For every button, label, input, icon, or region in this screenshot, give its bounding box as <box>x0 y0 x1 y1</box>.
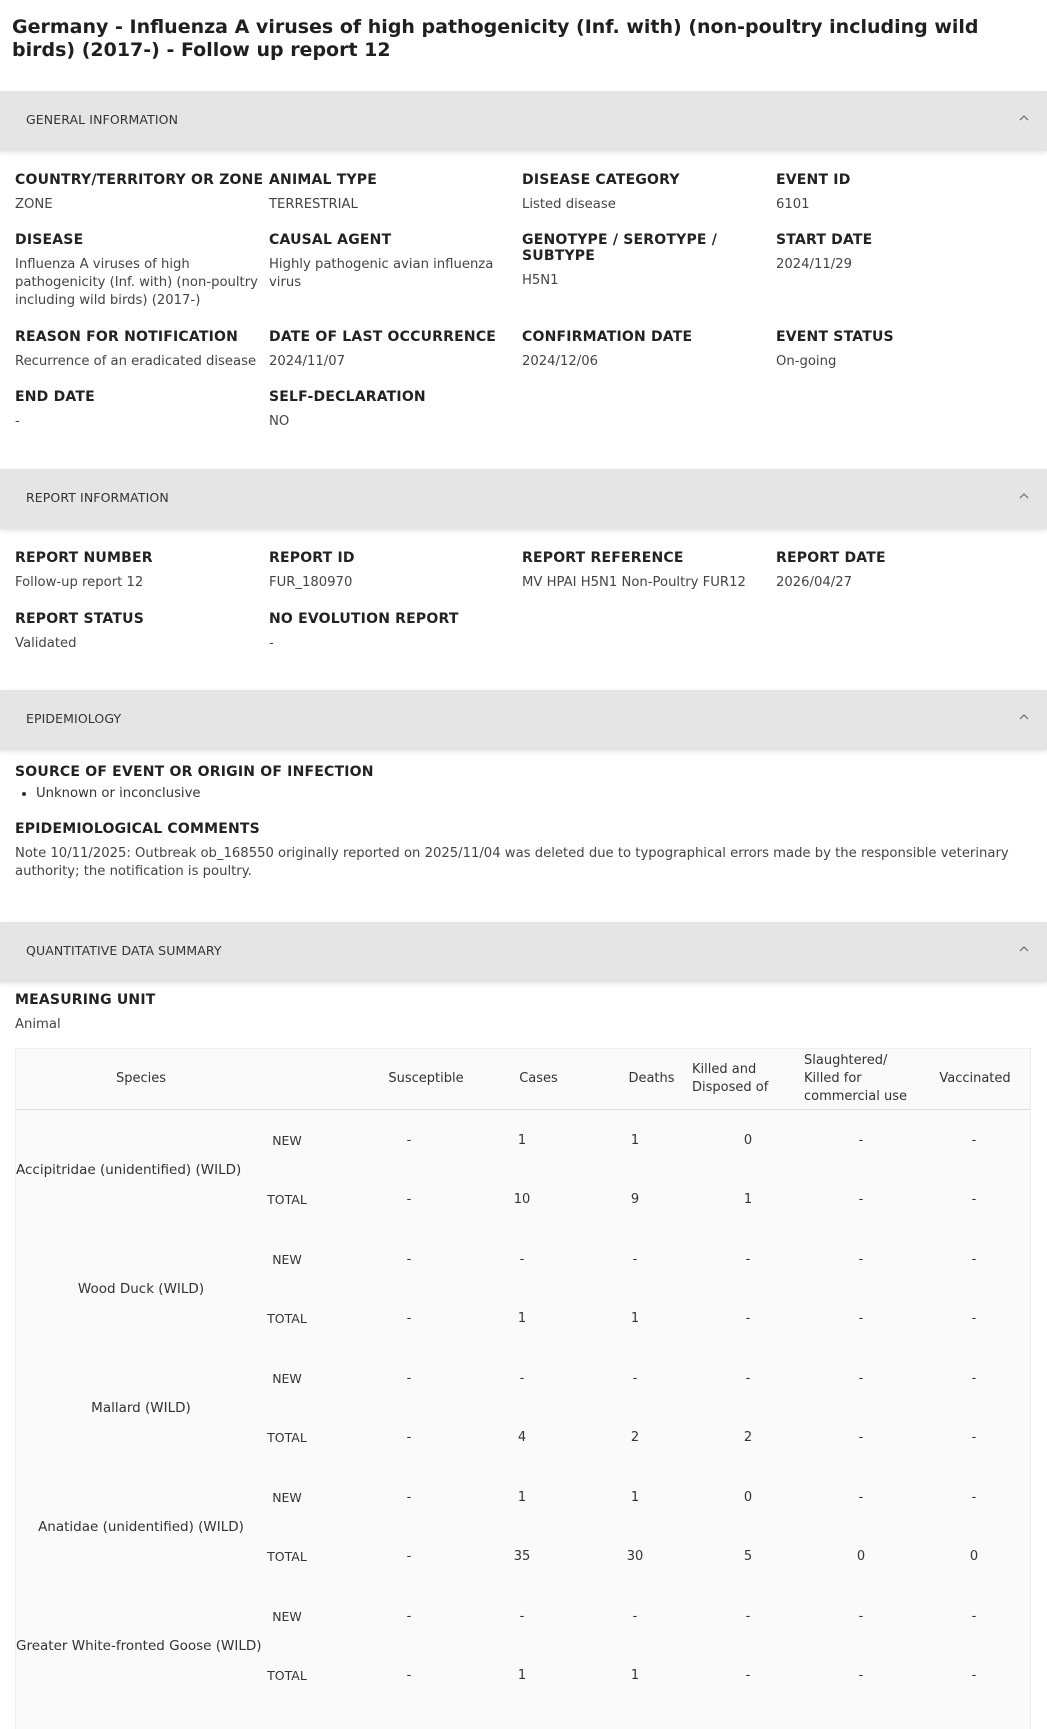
species-name: Anatidae (unidentified) (WILD) <box>38 1518 244 1535</box>
table-cell: - <box>858 1371 864 1386</box>
column-header-slaughtered: Slaughtered/ Killed for commercial use <box>804 1053 907 1104</box>
table-cell: - <box>971 1609 977 1624</box>
table-cell: - <box>971 1252 977 1267</box>
table-cell: - <box>971 1430 977 1445</box>
table-cell: 1 <box>630 1133 640 1148</box>
table-cell: - <box>632 1252 638 1267</box>
table-cell: 1 <box>517 1668 527 1683</box>
epi-comments <box>15 821 1035 881</box>
chevron-up-icon[interactable] <box>1015 487 1033 505</box>
species-name: Greater White-fronted Goose (WILD) <box>16 1637 262 1654</box>
field-report-number <box>15 550 265 592</box>
field-event-status <box>776 329 1026 371</box>
row-type-new: NEW <box>272 1371 302 1386</box>
field-start-date <box>776 232 1026 274</box>
column-header-deaths: Deaths <box>628 1071 675 1086</box>
species-name: Mallard (WILD) <box>91 1399 191 1416</box>
table-cell: - <box>632 1609 638 1624</box>
field-value: NO <box>269 414 290 429</box>
list-item: • Unknown or inconclusive <box>36 786 1035 801</box>
table-cell: - <box>406 1430 412 1445</box>
quantitative-table <box>15 1048 1031 1729</box>
field-disease-category <box>522 172 772 214</box>
table-cell: 0 <box>856 1549 866 1564</box>
table-cell: - <box>406 1133 412 1148</box>
table-cell: - <box>519 1371 525 1386</box>
table-cell: - <box>858 1192 864 1207</box>
field-confirmation-date <box>522 329 772 371</box>
row-type-new: NEW <box>272 1490 302 1505</box>
field-genotype <box>522 232 772 290</box>
table-cell: - <box>745 1252 751 1267</box>
section-title: GENERAL INFORMATION <box>26 112 179 127</box>
table-cell: 30 <box>626 1549 644 1564</box>
table-cell: 2 <box>630 1430 640 1445</box>
row-type-total: TOTAL <box>267 1311 307 1326</box>
column-header-cases: Cases <box>519 1071 558 1086</box>
table-cell: 10 <box>513 1192 531 1207</box>
table-cell: - <box>745 1371 751 1386</box>
table-cell: - <box>406 1252 412 1267</box>
table-cell: 35 <box>513 1549 531 1564</box>
table-cell: - <box>971 1192 977 1207</box>
table-cell: - <box>406 1311 412 1326</box>
field-label: REPORT DATE <box>776 550 886 566</box>
field-label: GENOTYPE / SEROTYPE / SUBTYPE <box>522 232 718 264</box>
chevron-up-icon[interactable] <box>1015 940 1033 958</box>
row-type-total: TOTAL <box>267 1549 307 1564</box>
section-title: REPORT INFORMATION <box>26 490 169 505</box>
table-cell: 1 <box>517 1311 527 1326</box>
field-value: 6101 <box>776 197 810 212</box>
field-report-reference <box>522 550 772 592</box>
table-cell: 4 <box>517 1430 527 1445</box>
table-cell: - <box>406 1371 412 1386</box>
field-value: - <box>269 636 274 651</box>
table-cell: 1 <box>630 1668 640 1683</box>
field-label: DISEASE <box>15 232 84 248</box>
field-label: REPORT ID <box>269 550 355 566</box>
row-type-new: NEW <box>272 1133 302 1148</box>
field-value: TERRESTRIAL <box>269 197 358 212</box>
field-value: FUR_180970 <box>269 575 353 590</box>
column-header-killed-disposed: Killed and Disposed of <box>692 1062 769 1095</box>
field-label: START DATE <box>776 232 873 248</box>
chevron-up-icon[interactable] <box>1015 708 1033 726</box>
field-value: On-going <box>776 354 837 369</box>
epi-source <box>15 764 1035 801</box>
field-label: CAUSAL AGENT <box>269 232 392 248</box>
field-value: Listed disease <box>522 197 616 212</box>
table-cell: - <box>406 1549 412 1564</box>
table-cell: - <box>519 1252 525 1267</box>
field-reason <box>15 329 265 371</box>
row-type-new: NEW <box>272 1609 302 1624</box>
field-value: Highly pathogenic avian influenza virus <box>269 257 494 290</box>
column-header-vaccinated: Vaccinated <box>939 1071 1011 1086</box>
species-group <box>16 1467 1030 1586</box>
field-value: Follow-up report 12 <box>15 575 144 590</box>
field-report-id <box>269 550 519 592</box>
table-cell: - <box>519 1609 525 1624</box>
field-disease <box>15 232 265 310</box>
chevron-up-icon[interactable] <box>1015 109 1033 127</box>
field-label: MEASURING UNIT <box>15 992 156 1008</box>
section-title: QUANTITATIVE DATA SUMMARY <box>26 943 222 958</box>
field-animal-type <box>269 172 519 214</box>
field-measuring-unit <box>15 992 265 1034</box>
field-value: - <box>15 414 20 429</box>
row-type-total: TOTAL <box>267 1430 307 1445</box>
table-cell: 0 <box>969 1549 979 1564</box>
field-label: REASON FOR NOTIFICATION <box>15 329 239 345</box>
field-report-date <box>776 550 1026 592</box>
epi-comments-label: EPIDEMIOLOGICAL COMMENTS <box>15 821 260 837</box>
field-no-evolution-report <box>269 611 519 653</box>
field-value: 2024/11/07 <box>269 354 346 369</box>
field-value: 2024/12/06 <box>522 354 599 369</box>
row-type-new: NEW <box>272 1252 302 1267</box>
table-cell: 9 <box>630 1192 640 1207</box>
field-last-occurrence <box>269 329 519 371</box>
epi-comments-text: Note 10/11/2025: Outbreak ob_168550 originally reported on 2025/11/04 was deleted due to typographical errors made by the responsible veterinary authority; the notification is poultry. <box>15 846 1009 879</box>
field-value: Animal <box>15 1017 61 1032</box>
field-label: CONFIRMATION DATE <box>522 329 693 345</box>
epi-source-list <box>15 786 1035 801</box>
table-cell: - <box>971 1133 977 1148</box>
field-label: DATE OF LAST OCCURRENCE <box>269 329 497 345</box>
table-cell: - <box>858 1430 864 1445</box>
species-group <box>16 1348 1030 1467</box>
field-label: REPORT REFERENCE <box>522 550 684 566</box>
field-value: Validated <box>15 636 77 651</box>
table-cell: - <box>971 1668 977 1683</box>
field-value: 2024/11/29 <box>776 257 853 272</box>
table-cell: 1 <box>517 1133 527 1148</box>
field-label: END DATE <box>15 389 95 405</box>
table-cell: - <box>632 1371 638 1386</box>
table-cell: 0 <box>743 1133 753 1148</box>
table-cell: 1 <box>630 1311 640 1326</box>
column-header-species: Species <box>115 1071 167 1086</box>
row-type-total: TOTAL <box>267 1192 307 1207</box>
table-cell: 1 <box>517 1490 527 1505</box>
table-cell: - <box>406 1609 412 1624</box>
field-label: SELF-DECLARATION <box>269 389 426 405</box>
table-cell: - <box>406 1490 412 1505</box>
table-cell: 2 <box>743 1430 753 1445</box>
table-cell: - <box>858 1668 864 1683</box>
table-cell: - <box>745 1609 751 1624</box>
page-title: Germany - Influenza A viruses of high pathogenicity (Inf. with) (non-poultry including wild birds) (2017-) - Follow up report 12 <box>12 16 979 61</box>
table-header <box>16 1049 1030 1110</box>
table-cell: 5 <box>743 1549 753 1564</box>
table-cell: 1 <box>630 1490 640 1505</box>
field-label: COUNTRY/TERRITORY OR ZONE <box>15 172 264 188</box>
field-value: 2026/04/27 <box>776 575 853 590</box>
field-value: H5N1 <box>522 273 559 288</box>
field-causal-agent <box>269 232 519 292</box>
table-cell: - <box>858 1490 864 1505</box>
field-self-declaration <box>269 389 519 431</box>
field-end-date <box>15 389 265 431</box>
section-header-general-information[interactable] <box>0 91 1047 151</box>
field-label: DISEASE CATEGORY <box>522 172 680 188</box>
table-cell: 1 <box>743 1192 753 1207</box>
table-cell: - <box>406 1668 412 1683</box>
field-label: ANIMAL TYPE <box>269 172 378 188</box>
table-cell: - <box>858 1609 864 1624</box>
field-label: NO EVOLUTION REPORT <box>269 611 459 627</box>
species-group <box>16 1110 1030 1229</box>
field-label: REPORT STATUS <box>15 611 144 627</box>
epi-source-label: SOURCE OF EVENT OR ORIGIN OF INFECTION <box>15 764 374 780</box>
table-cell: - <box>858 1133 864 1148</box>
table-cell: - <box>858 1311 864 1326</box>
field-value: Influenza A viruses of high pathogenicity (Inf. with) (non-poultry including wild birds) (2017-) <box>15 257 258 308</box>
table-cell: 0 <box>743 1490 753 1505</box>
table-cell: - <box>971 1490 977 1505</box>
field-country <box>15 172 265 214</box>
field-value: MV HPAI H5N1 Non-Poultry FUR12 <box>522 575 746 590</box>
column-header-susceptible: Susceptible <box>388 1071 464 1086</box>
field-label: EVENT ID <box>776 172 851 188</box>
field-value: Recurrence of an eradicated disease <box>15 354 257 369</box>
field-value: ZONE <box>15 197 53 212</box>
field-label: REPORT NUMBER <box>15 550 153 566</box>
table-cell: - <box>971 1311 977 1326</box>
section-header-report-information[interactable] <box>0 469 1047 529</box>
species-name: Wood Duck (WILD) <box>77 1280 205 1297</box>
field-report-status <box>15 611 265 653</box>
section-header-quantitative-data-summary[interactable] <box>0 922 1047 982</box>
row-type-total: TOTAL <box>267 1668 307 1683</box>
section-title: EPIDEMIOLOGY <box>26 711 122 726</box>
field-label: EVENT STATUS <box>776 329 894 345</box>
section-header-epidemiology[interactable] <box>0 690 1047 750</box>
field-event-id <box>776 172 1026 214</box>
species-name: Accipitridae (unidentified) (WILD) <box>16 1161 242 1178</box>
table-cell: - <box>971 1371 977 1386</box>
table-cell: - <box>858 1252 864 1267</box>
species-group <box>16 1586 1030 1705</box>
species-group <box>16 1229 1030 1348</box>
table-cell: - <box>745 1668 751 1683</box>
table-cell: - <box>745 1311 751 1326</box>
table-cell: - <box>406 1192 412 1207</box>
